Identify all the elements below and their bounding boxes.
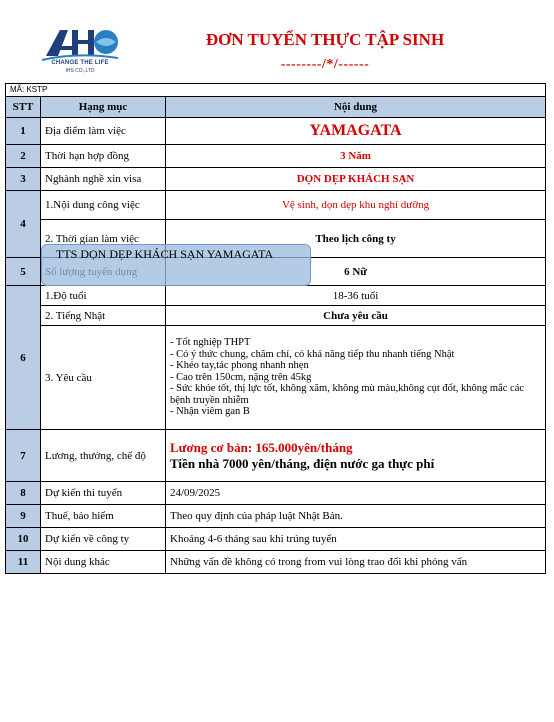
row-number: 5 xyxy=(6,258,41,286)
table-row xyxy=(6,286,546,306)
list-item: - Cao trên 150cm, nặng trên 45kg xyxy=(170,371,312,383)
col-stt: STT xyxy=(6,97,41,118)
row-label: Dự kiến thi tuyển xyxy=(41,482,166,505)
list-item: - Có ý thức chung, chăm chỉ, có khả năng tiếp thu nhanh tiếng Nhật xyxy=(170,348,455,360)
japanese-level: Chưa yêu cầu xyxy=(166,306,546,326)
row-number: 3 xyxy=(6,168,41,191)
table-row xyxy=(6,326,546,430)
housing-cost: Tiền nhà 7000 yên/tháng, điện nước ga thực phí xyxy=(170,455,435,471)
row-label: Nghành nghề xin visa xyxy=(41,168,166,191)
work-location: YAMAGATA xyxy=(166,118,546,145)
row-number: 7 xyxy=(6,430,41,482)
row-label: 1.Độ tuổi xyxy=(41,286,166,306)
list-item: - Tốt nghiệp THPT xyxy=(170,337,251,349)
logo-letter-a-left xyxy=(46,30,68,56)
other-content: Những vấn đề không có trong from vui lòng trao đổi khi phỏng vấn xyxy=(166,551,546,574)
job-content: Vệ sinh, dọn dẹp khu nghỉ dưỡng xyxy=(166,191,546,220)
table-row xyxy=(6,306,546,326)
tax-insurance: Theo quy định của pháp luật Nhật Bản. xyxy=(166,505,546,528)
logo-tagline: CHANGE THE LIFE xyxy=(51,60,109,66)
col-content: Nội dung xyxy=(166,97,546,118)
list-item: - Khéo tay,tác phong nhanh nhẹn xyxy=(170,360,309,372)
requirements-cell xyxy=(166,326,546,430)
age-range: 18-36 tuổi xyxy=(166,286,546,306)
table-row xyxy=(6,505,546,528)
exam-date: 24/09/2025 xyxy=(166,482,546,505)
row-label: 2. Tiếng Nhật xyxy=(41,306,166,326)
row-label: 2. Thời gian làm việc xyxy=(41,220,166,258)
row-number: 8 xyxy=(6,482,41,505)
working-hours: Theo lịch công ty xyxy=(166,220,546,258)
col-category: Hạng mục xyxy=(41,97,166,118)
table-header xyxy=(6,97,546,118)
page-subtitle: --------/*/------ xyxy=(280,57,370,72)
row-number: 1 xyxy=(6,118,41,145)
table-row xyxy=(6,191,546,220)
list-item: - Nhận viêm gan B xyxy=(170,406,250,418)
logo-letter-h-right xyxy=(88,30,94,56)
recruitment-table xyxy=(5,83,546,574)
row-number: 9 xyxy=(6,505,41,528)
row-label: Nội dung khác xyxy=(41,551,166,574)
row-number: 4 xyxy=(6,191,41,258)
row-number: 11 xyxy=(6,551,41,574)
logo-letter-h-left xyxy=(72,30,78,56)
salary-cell xyxy=(166,430,546,482)
row-label: Thuế, bảo hiểm xyxy=(41,505,166,528)
row-label: 1.Nội dung công việc xyxy=(41,191,166,220)
row-number: 10 xyxy=(6,528,41,551)
requirements-list xyxy=(170,337,541,418)
logo-company: IHS CO.,LTD xyxy=(65,68,95,74)
basic-salary: Lương cơ bản: 165.000yên/tháng xyxy=(170,439,353,455)
table-row xyxy=(6,528,546,551)
row-number: 6 xyxy=(6,286,41,430)
row-label: Lương, thưởng, chế độ xyxy=(41,430,166,482)
row-label: Dự kiến về công ty xyxy=(41,528,166,551)
list-item: - Sức khỏe tốt, thị lực tốt, không xăm, không mù màu,không cụt đốt, không mắc các bệnh truyền nhiễm xyxy=(170,383,525,406)
row-label: 3. Yêu cầu xyxy=(41,326,166,430)
visa-job: DỌN DẸP KHÁCH SẠN xyxy=(166,168,546,191)
code-row xyxy=(6,84,546,97)
table-row xyxy=(6,168,546,191)
table-row xyxy=(6,145,546,168)
contract-term: 3 Năm xyxy=(166,145,546,168)
recruit-count: 6 Nữ xyxy=(166,258,546,286)
form-code: MÃ: KSTP xyxy=(6,84,546,97)
table-row xyxy=(6,482,546,505)
row-number: 2 xyxy=(6,145,41,168)
table-row xyxy=(6,551,546,574)
row-label: Thời hạn hợp đồng xyxy=(41,145,166,168)
caption-overlay: TTS DỌN DẸP KHÁCH SẠN YAMAGATA xyxy=(41,244,311,286)
row-label: Địa điểm làm việc xyxy=(41,118,166,145)
table-row xyxy=(6,430,546,482)
table-row xyxy=(6,118,546,145)
page-title: ĐƠN TUYỂN THỰC TẬP SINH xyxy=(205,30,445,49)
join-company: Khoảng 4-6 tháng sau khi trúng tuyển xyxy=(166,528,546,551)
